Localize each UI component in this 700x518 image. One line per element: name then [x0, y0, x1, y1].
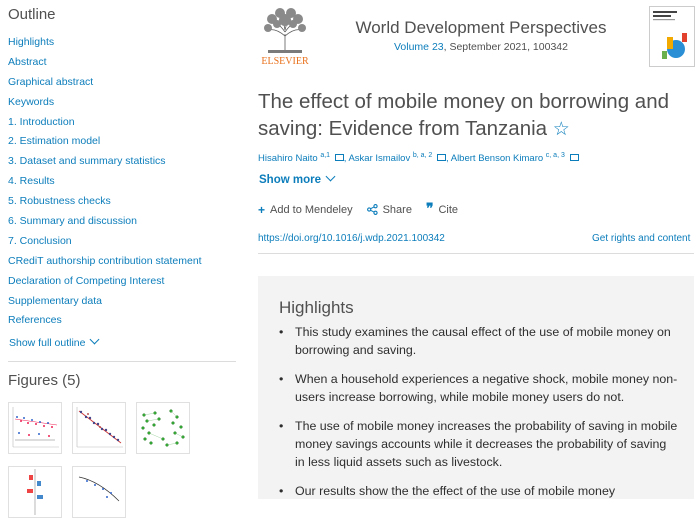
mail-icon[interactable] [335, 154, 344, 161]
author-affiliation[interactable]: c, a, 3 [545, 152, 565, 159]
quote-icon: ❞ [425, 202, 434, 217]
article-actions [258, 201, 458, 218]
figure-3-image [137, 403, 189, 453]
outline-item-competing-interest[interactable]: Declaration of Competing Interest [8, 274, 165, 287]
outline-title: Outline [8, 6, 56, 23]
mail-icon[interactable] [570, 154, 579, 161]
header-divider [258, 253, 694, 254]
issue-details: , September 2021, 100342 [443, 41, 568, 53]
outline-item-results[interactable]: 4. Results [8, 175, 55, 188]
highlight-item: • This study examines the causal effect of the use of mobile money on borrowing and saving. [279, 324, 679, 359]
cite-label: Cite [438, 203, 459, 216]
doi-link[interactable]: https://doi.org/10.1016/j.wdp.2021.100342 [258, 233, 445, 244]
journal-name-link[interactable]: World Development Perspectives [355, 18, 607, 37]
cite-button[interactable] [426, 201, 458, 218]
outline-item-dataset[interactable]: 3. Dataset and summary statistics [8, 155, 166, 168]
add-to-mendeley-label: Add to Mendeley [270, 203, 353, 216]
show-full-outline-label: Show full outline [9, 337, 86, 349]
figure-1-image [9, 403, 61, 453]
figure-5-image [73, 467, 125, 517]
outline-list [8, 34, 202, 332]
figure-thumbnail-5[interactable] [72, 466, 126, 518]
outline-item-introduction[interactable]: 1. Introduction [8, 115, 75, 128]
outline-item-credit[interactable]: CRediT authorship contribution statement [8, 254, 202, 267]
outline-item-references[interactable]: References [8, 314, 62, 327]
add-to-mendeley-button[interactable] [258, 203, 353, 217]
outline-sidebar [0, 0, 240, 499]
figure-thumbnail-3[interactable] [136, 402, 190, 454]
outline-item-abstract[interactable]: Abstract [8, 55, 47, 68]
author-name[interactable]: Albert Benson Kimaro [450, 153, 544, 165]
plus-icon: + [258, 202, 266, 217]
figure-thumbnail-4[interactable] [8, 466, 62, 518]
author-list: Hisahiro Naito $^{a,1}$ , Askar Ismailov $^{b, a, 2}$ , Albert Benson Kimaro $^{c, a, 3}$ [258, 152, 579, 164]
figures-title: Figures (5) [8, 372, 81, 389]
volume-link[interactable]: Volume 23 [394, 41, 444, 53]
journal-cover-image [650, 7, 694, 66]
journal-issue [322, 41, 640, 53]
show-more-label: Show more [259, 174, 321, 186]
share-label: Share [382, 203, 412, 216]
outline-item-estimation-model[interactable]: 2. Estimation model [8, 135, 101, 148]
figure-2-image [73, 403, 125, 453]
outline-item-robustness[interactable]: 5. Robustness checks [8, 195, 111, 208]
journal-cover-thumbnail[interactable] [649, 6, 695, 67]
highlight-item: • Our results show the the effect of the use of mobile money [279, 483, 679, 499]
share-icon [367, 204, 378, 215]
outline-item-conclusion[interactable]: 7. Conclusion [8, 234, 72, 247]
outline-item-graphical-abstract[interactable]: Graphical abstract [8, 75, 94, 88]
show-more-button[interactable] [259, 174, 334, 186]
outline-item-keywords[interactable]: Keywords [8, 95, 55, 108]
author-name[interactable]: Hisahiro Naito [258, 153, 318, 165]
mail-icon[interactable] [437, 154, 446, 161]
figure-4-image [9, 467, 61, 517]
outline-item-summary[interactable]: 6. Summary and discussion [8, 215, 137, 228]
elsevier-logo[interactable] [258, 6, 312, 66]
star-icon[interactable]: ☆ [552, 119, 570, 140]
author-affiliation[interactable]: a,1 [320, 152, 331, 159]
show-full-outline-link[interactable] [9, 337, 98, 349]
highlight-item: • When a household experiences a negative shock, mobile money non-users increase borrowing, while mobile money users do not. [279, 371, 679, 406]
highlights-list [279, 324, 679, 499]
share-button[interactable] [367, 204, 412, 216]
author-affiliation[interactable]: b, a, 2 [412, 152, 433, 159]
figure-thumbnail-2[interactable] [72, 402, 126, 454]
highlight-item: • The use of mobile money increases the probability of saving in mobile money savings accounts while it decreases the probability of saving in less liquid assets such as livestock. [279, 418, 679, 471]
article-title-text: The effect of mobile money on borrowing and saving: Evidence from Tanzania [258, 90, 670, 140]
author-name[interactable]: Askar Ismailov [348, 153, 411, 165]
outline-item-highlights[interactable]: Highlights [8, 36, 55, 48]
outline-item-supplementary[interactable]: Supplementary data [8, 294, 102, 307]
elsevier-wordmark: ELSEVIER [261, 56, 309, 66]
chevron-down-icon [326, 172, 336, 182]
figure-thumbnail-1[interactable] [8, 402, 62, 454]
highlights-title: Highlights [279, 298, 354, 317]
get-rights-link[interactable]: Get rights and content [592, 233, 691, 244]
highlights-section [258, 276, 694, 499]
article-title [258, 88, 678, 143]
sidebar-divider [8, 361, 236, 362]
chevron-down-icon [90, 335, 100, 345]
